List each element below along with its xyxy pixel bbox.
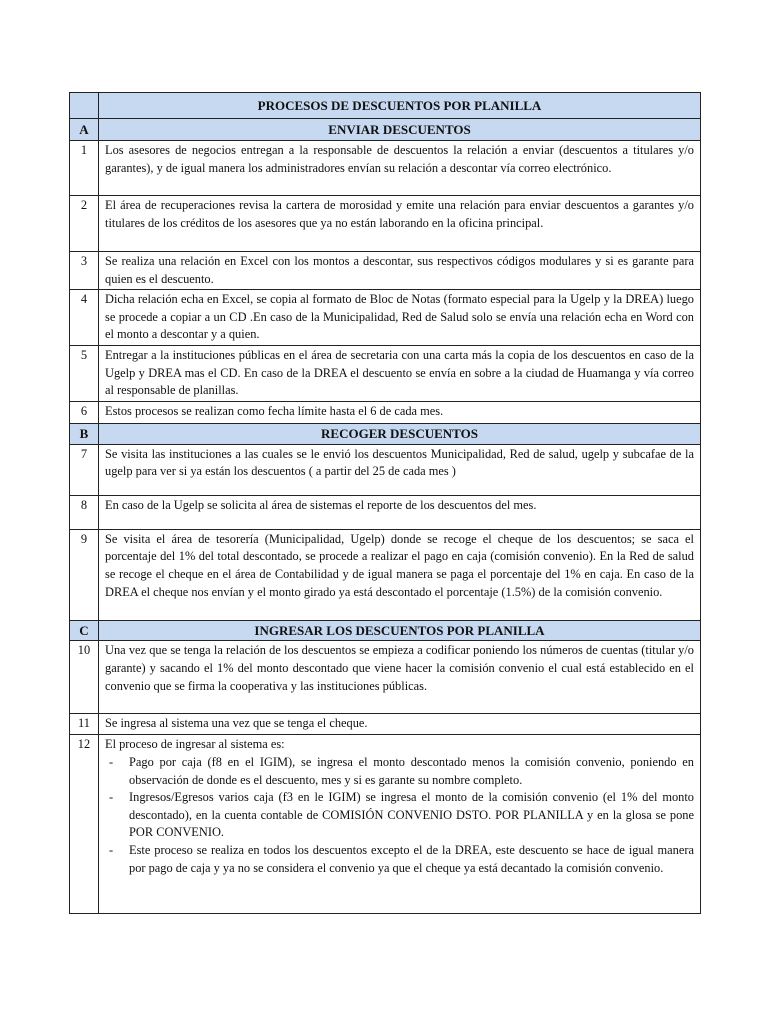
- section-heading: ENVIAR DESCUENTOS: [99, 119, 701, 141]
- table-title: PROCESOS DE DESCUENTOS POR PLANILLA: [99, 93, 701, 119]
- section-letter: A: [70, 119, 99, 141]
- row-text: Estos procesos se realizan como fecha límite hasta el 6 de cada mes.: [99, 401, 701, 423]
- row-text: En caso de la Ugelp se solicita al área de sistemas el reporte de los descuentos del mes.: [99, 495, 701, 529]
- process-steps-list: [105, 754, 694, 877]
- section-b-header: [70, 423, 701, 444]
- row-number: 4: [70, 290, 99, 346]
- table-row: [70, 529, 701, 620]
- section-heading: INGRESAR LOS DESCUENTOS POR PLANILLA: [99, 620, 701, 641]
- table-row: [70, 252, 701, 290]
- row-number: 8: [70, 495, 99, 529]
- table-row: [70, 714, 701, 735]
- table-row: [70, 641, 701, 714]
- row-number: 7: [70, 444, 99, 495]
- section-letter: B: [70, 423, 99, 444]
- section-a-header: [70, 119, 701, 141]
- row-text: Una vez que se tenga la relación de los descuentos se empieza a codificar poniendo los números de cuentas (titular y/o garante) y sacando el 1% del monto descontado que viene hacer la comisión convenio el cual está establecido en el convenio que se firma la cooperativa y las instituciones públicas.: [99, 641, 701, 714]
- row-text: Entregar a la instituciones públicas en el área de secretaria con una carta más la copia de los descuentos en caso de la Ugelp y DREA mas el CD. En caso de la DREA el descuento se envía en sobre a la ciudad de Huamanga y vía correo al responsable de planillas.: [99, 345, 701, 401]
- row-text: Se visita las instituciones a las cuales se le envió los descuentos Municipalidad, Red de salud, ugelp y subcafae de la ugelp para ver si ya están los descuentos ( a partir del 25 de cada mes ): [99, 444, 701, 495]
- table-row: [70, 495, 701, 529]
- row-number: 10: [70, 641, 99, 714]
- row-text: Se realiza una relación en Excel con los montos a descontar, sus respectivos códigos modulares y si es garante para quien es el descuento.: [99, 252, 701, 290]
- row-number: 1: [70, 141, 99, 196]
- section-c-header: [70, 620, 701, 641]
- process-intro: El proceso de ingresar al sistema es:: [105, 737, 285, 752]
- row-number: 11: [70, 714, 99, 735]
- row-number: 12: [70, 735, 99, 914]
- table-row: [70, 196, 701, 252]
- list-item: - Ingresos/Egresos varios caja (f3 en le IGIM) se ingresa el monto de la comisión convenio (el 1% del monto descontado), en la cuenta contable de COMISIÓN CONVENIO DSTO. POR PLANILLA y en la glosa se pone POR CONVENIO.: [129, 789, 694, 842]
- list-item: - Pago por caja (f8 en el IGIM), se ingresa el monto descontado menos la comisión convenio, poniendo en observación de donde es el descuento, mes y si es garante su nombre completo.: [129, 754, 694, 789]
- row-text: Dicha relación echa en Excel, se copia al formato de Bloc de Notas (formato especial para la Ugelp y la DREA) luego se procede a copiar a un CD .En caso de la Municipalidad, Red de Salud solo se envía una relación echa en Word con el monto a descontar y a quien.: [99, 290, 701, 346]
- row-number: 2: [70, 196, 99, 252]
- row-text: Los asesores de negocios entregan a la responsable de descuentos la relación a enviar (descuentos a titulares y/o garantes), y de igual manera los administradores envían su relación a descontar vía correo electrónico.: [99, 141, 701, 196]
- row-text: Se ingresa al sistema una vez que se tenga el cheque.: [99, 714, 701, 735]
- row-number: 9: [70, 529, 99, 620]
- row-number: 3: [70, 252, 99, 290]
- title-corner-cell: [70, 93, 99, 119]
- table-row: [70, 444, 701, 495]
- table-row: [70, 141, 701, 196]
- table-row: [70, 401, 701, 423]
- row-text: Se visita el área de tesorería (Municipalidad, Ugelp) donde se recoge el cheque de los descuentos; se saca el porcentaje del 1% del total descontado, se procede a realizar el pago en caja (comisión convenio). En la Red de salud se recoge el cheque en el área de Contabilidad y de igual manera se paga el porcentaje del 1% en caja. En caso de la DREA el cheque nos envían y el monto girado ya está descontado el porcentaje (1.5%) de la comisión convenio.: [99, 529, 701, 620]
- list-item: - Este proceso se realiza en todos los descuentos excepto el de la DREA, este descuento se hace de igual manera por pago de caja y ya no se considera el convenio ya que el cheque ya está decantado la comisión convenio.: [129, 842, 694, 877]
- section-letter: C: [70, 620, 99, 641]
- row-number: 5: [70, 345, 99, 401]
- title-row: [70, 93, 701, 119]
- table-row: [70, 345, 701, 401]
- procesos-table: [69, 92, 701, 914]
- row-text: El área de recuperaciones revisa la cartera de morosidad y emite una relación para enviar descuentos a garantes y/o titulares de los créditos de los asesores que ya no están laborando en la oficina principal.: [99, 196, 701, 252]
- section-heading: RECOGER DESCUENTOS: [99, 423, 701, 444]
- row-text: [99, 735, 701, 914]
- table-row: [70, 290, 701, 346]
- row-number: 6: [70, 401, 99, 423]
- table-row: [70, 735, 701, 914]
